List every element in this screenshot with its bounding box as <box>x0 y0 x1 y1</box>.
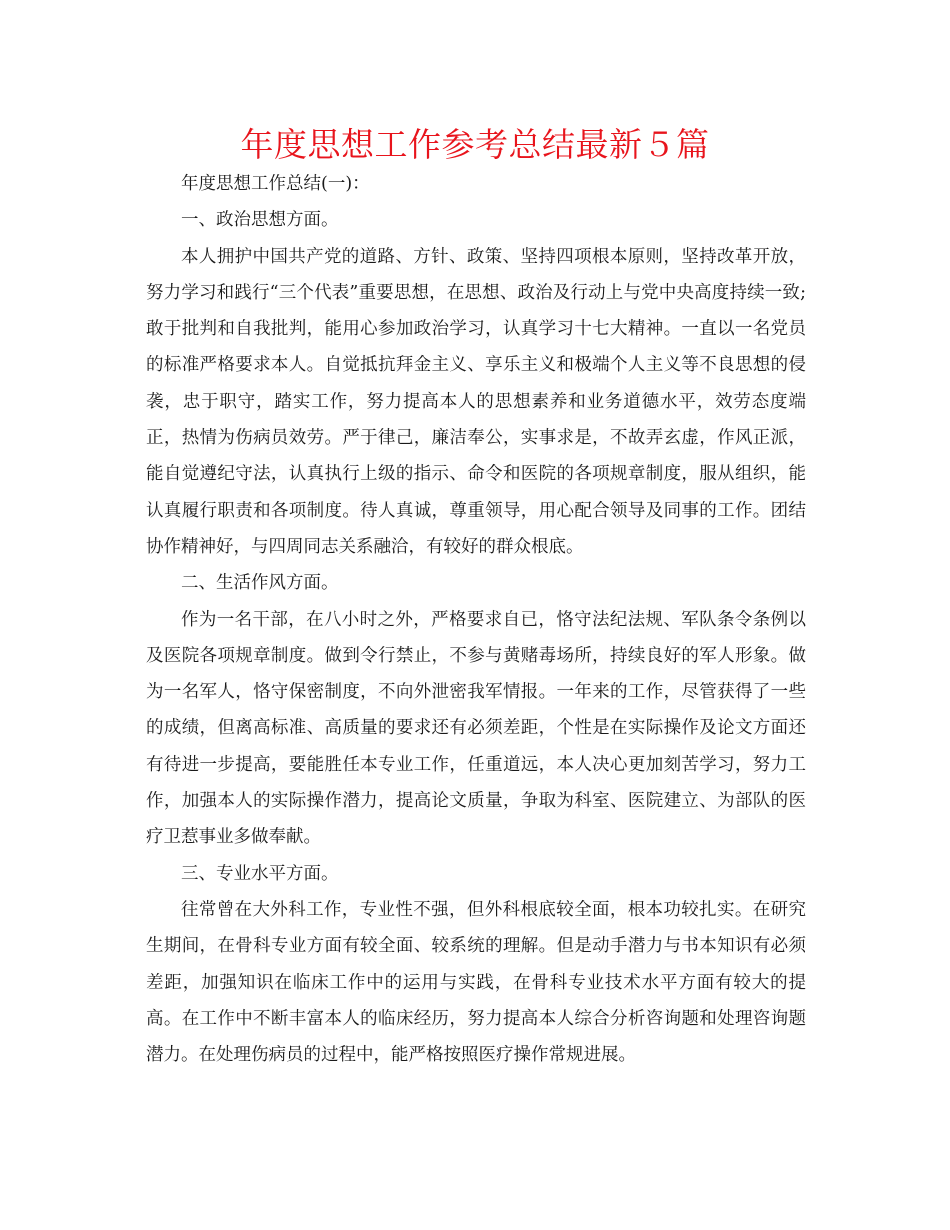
document-body <box>146 166 806 1073</box>
section-heading-political: 一、政治思想方面。 <box>181 210 339 231</box>
paragraph-professional: 往常曾在大外科工作，专业性不强，但外科根底较全面，根本功较扎实。在研究生期间，在骨科专业方面有较全面、较系统的理解。但是动手潜力与书本知识有必须差距，加强知识在临床工作中的运用与实践，在骨科专业技术水平方面有较大的提高。在工作中不断丰富本人的临床经历，努力提高本人综合分析咨询题和处理咨询题潜力。在处理伤病员的过程中，能严格按照医疗操作常规进展。 <box>146 899 806 1066</box>
section-intro-heading: 年度思想工作总结(一)： <box>181 174 370 194</box>
paragraph-lifestyle: 作为一名干部，在八小时之外，严格要求自已，恪守法纪法规、军队条令条例以及医院各项规章制度。做到令行禁止，不参与黄赌毒场所，持续良好的军人形象。做为一名军人，恪守保密制度，不向外泄密我军情报。一年来的工作，尽管获得了一些的成绩，但离高标准、高质量的要求还有必须差距，个性是在实际操作及论文方面还有待进一步提高，要能胜任本专业工作，任重道远，本人决心更加刻苦学习，努力工作，加强本人的实际操作潜力，提高论文质量，争取为科室、医院建立、为部队的医疗卫惹事业多做奉献。 <box>146 609 806 848</box>
paragraph-political: 本人拥护中国共产党的道路、方针、政策、坚持四项根本原则，坚持改革开放，努力学习和践行“三个代表”重要思想，在思想、政治及行动上与党中央高度持续一致;敢于批判和自我批判，能用心参加政治学习，认真学习十七大精神。一直以一名党员的标准严格要求本人。自觉抵抗拜金主义、享乐主义和极端个人主义等不良思想的侵袭，忠于职守，踏实工作，努力提高本人的思想素养和业务道德水平，效劳态度端正，热情为伤病员效劳。严于律己，廉洁奉公，实事求是，不故弄玄虚，作风正派，能自觉遵纪守法，认真执行上级的指示、命令和医院的各项规章制度，服从组织，能认真履行职责和各项制度。待人真诚，尊重领导，用心配合领导及同事的工作。团结协作精神好，与四周同志关系融洽，有较好的群众根底。 <box>146 246 806 557</box>
document-title: 年度思想工作参考总结最新５篇 <box>240 125 710 164</box>
section-heading-professional: 三、专业水平方面。 <box>181 863 339 884</box>
section-heading-lifestyle: 二、生活作风方面。 <box>181 573 339 594</box>
